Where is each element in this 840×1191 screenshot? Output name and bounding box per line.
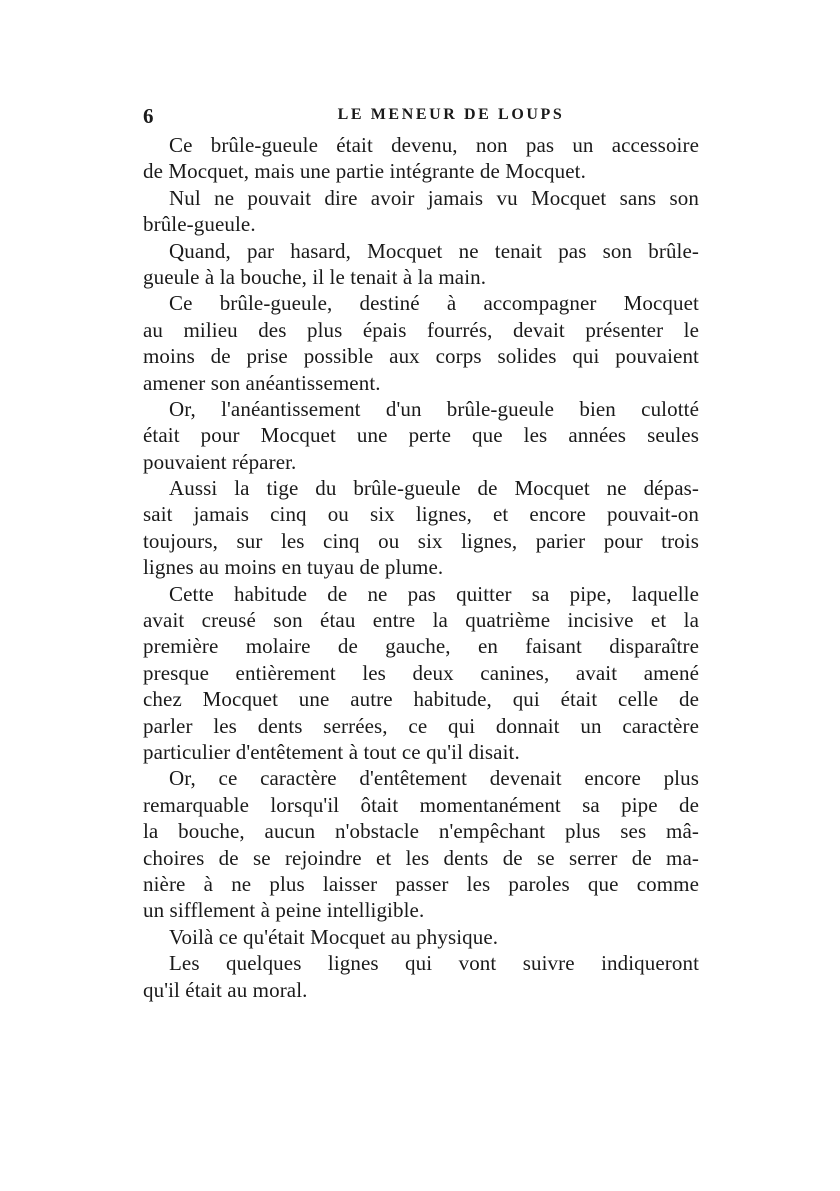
text-line: presque entièrement les deux canines, avait amené xyxy=(143,660,699,685)
text-line: de Mocquet, mais une partie intégrante de Mocquet. xyxy=(143,159,586,184)
text-line: pouvaient réparer. xyxy=(143,449,297,474)
text-line: Or, l'anéantissement d'un brûle-gueule bien culotté xyxy=(169,396,699,421)
page-header xyxy=(143,98,699,132)
text-line: nière à ne plus laisser passer les paroles que comme xyxy=(143,871,699,896)
text-line: parler les dents serrées, ce qui donnait un caractère xyxy=(143,713,699,738)
text-line: la bouche, aucun n'obstacle n'empêchant plus ses mâ- xyxy=(143,819,699,844)
text-line: Aussi la tige du brûle-gueule de Mocquet ne dépas- xyxy=(169,476,699,501)
text-line: choires de se rejoindre et les dents de se serrer de ma- xyxy=(143,845,699,870)
text-line: première molaire de gauche, en faisant disparaître xyxy=(143,634,699,659)
text-line: moins de prise possible aux corps solides qui pouvaient xyxy=(143,344,699,369)
text-line: un sifflement à peine intelligible. xyxy=(143,898,425,923)
text-line: brûle-gueule. xyxy=(143,212,256,237)
text-line: Cette habitude de ne pas quitter sa pipe, laquelle xyxy=(169,581,699,606)
text-line: gueule à la bouche, il le tenait à la main. xyxy=(143,264,487,289)
text-line: au milieu des plus épais fourrés, devait présenter le xyxy=(143,317,699,342)
text-line: amener son anéantissement. xyxy=(143,370,381,395)
text-line: toujours, sur les cinq ou six lignes, parier pour trois xyxy=(143,528,699,553)
text-line: Or, ce caractère d'entêtement devenait encore plus xyxy=(169,766,699,791)
text-line: Les quelques lignes qui vont suivre indiqueront xyxy=(169,951,699,976)
text-line: Voilà ce qu'était Mocquet au physique. xyxy=(169,924,499,949)
text-line: Quand, par hasard, Mocquet ne tenait pas son brûle- xyxy=(169,238,699,263)
text-line: était pour Mocquet une perte que les années seules xyxy=(143,423,699,448)
text-line: remarquable lorsqu'il ôtait momentanément sa pipe de xyxy=(143,792,699,817)
text-line: avait creusé son étau entre la quatrième incisive et la xyxy=(143,608,699,633)
body-text xyxy=(143,132,699,1003)
book-page xyxy=(143,98,699,1003)
running-title: LE MENEUR DE LOUPS xyxy=(337,106,565,123)
page-number: 6 xyxy=(143,104,154,128)
text-line: particulier d'entêtement à tout ce qu'il disait. xyxy=(143,739,520,764)
text-line: Nul ne pouvait dire avoir jamais vu Mocquet sans son xyxy=(169,185,699,210)
text-line: Ce brûle-gueule était devenu, non pas un accessoire xyxy=(169,133,699,157)
text-line: chez Mocquet une autre habitude, qui était celle de xyxy=(143,687,699,712)
text-line: qu'il était au moral. xyxy=(143,977,308,1002)
text-line: sait jamais cinq ou six lignes, et encore pouvait-on xyxy=(143,502,699,527)
text-line: lignes au moins en tuyau de plume. xyxy=(143,555,444,580)
text-line: Ce brûle-gueule, destiné à accompagner Mocquet xyxy=(169,291,699,316)
